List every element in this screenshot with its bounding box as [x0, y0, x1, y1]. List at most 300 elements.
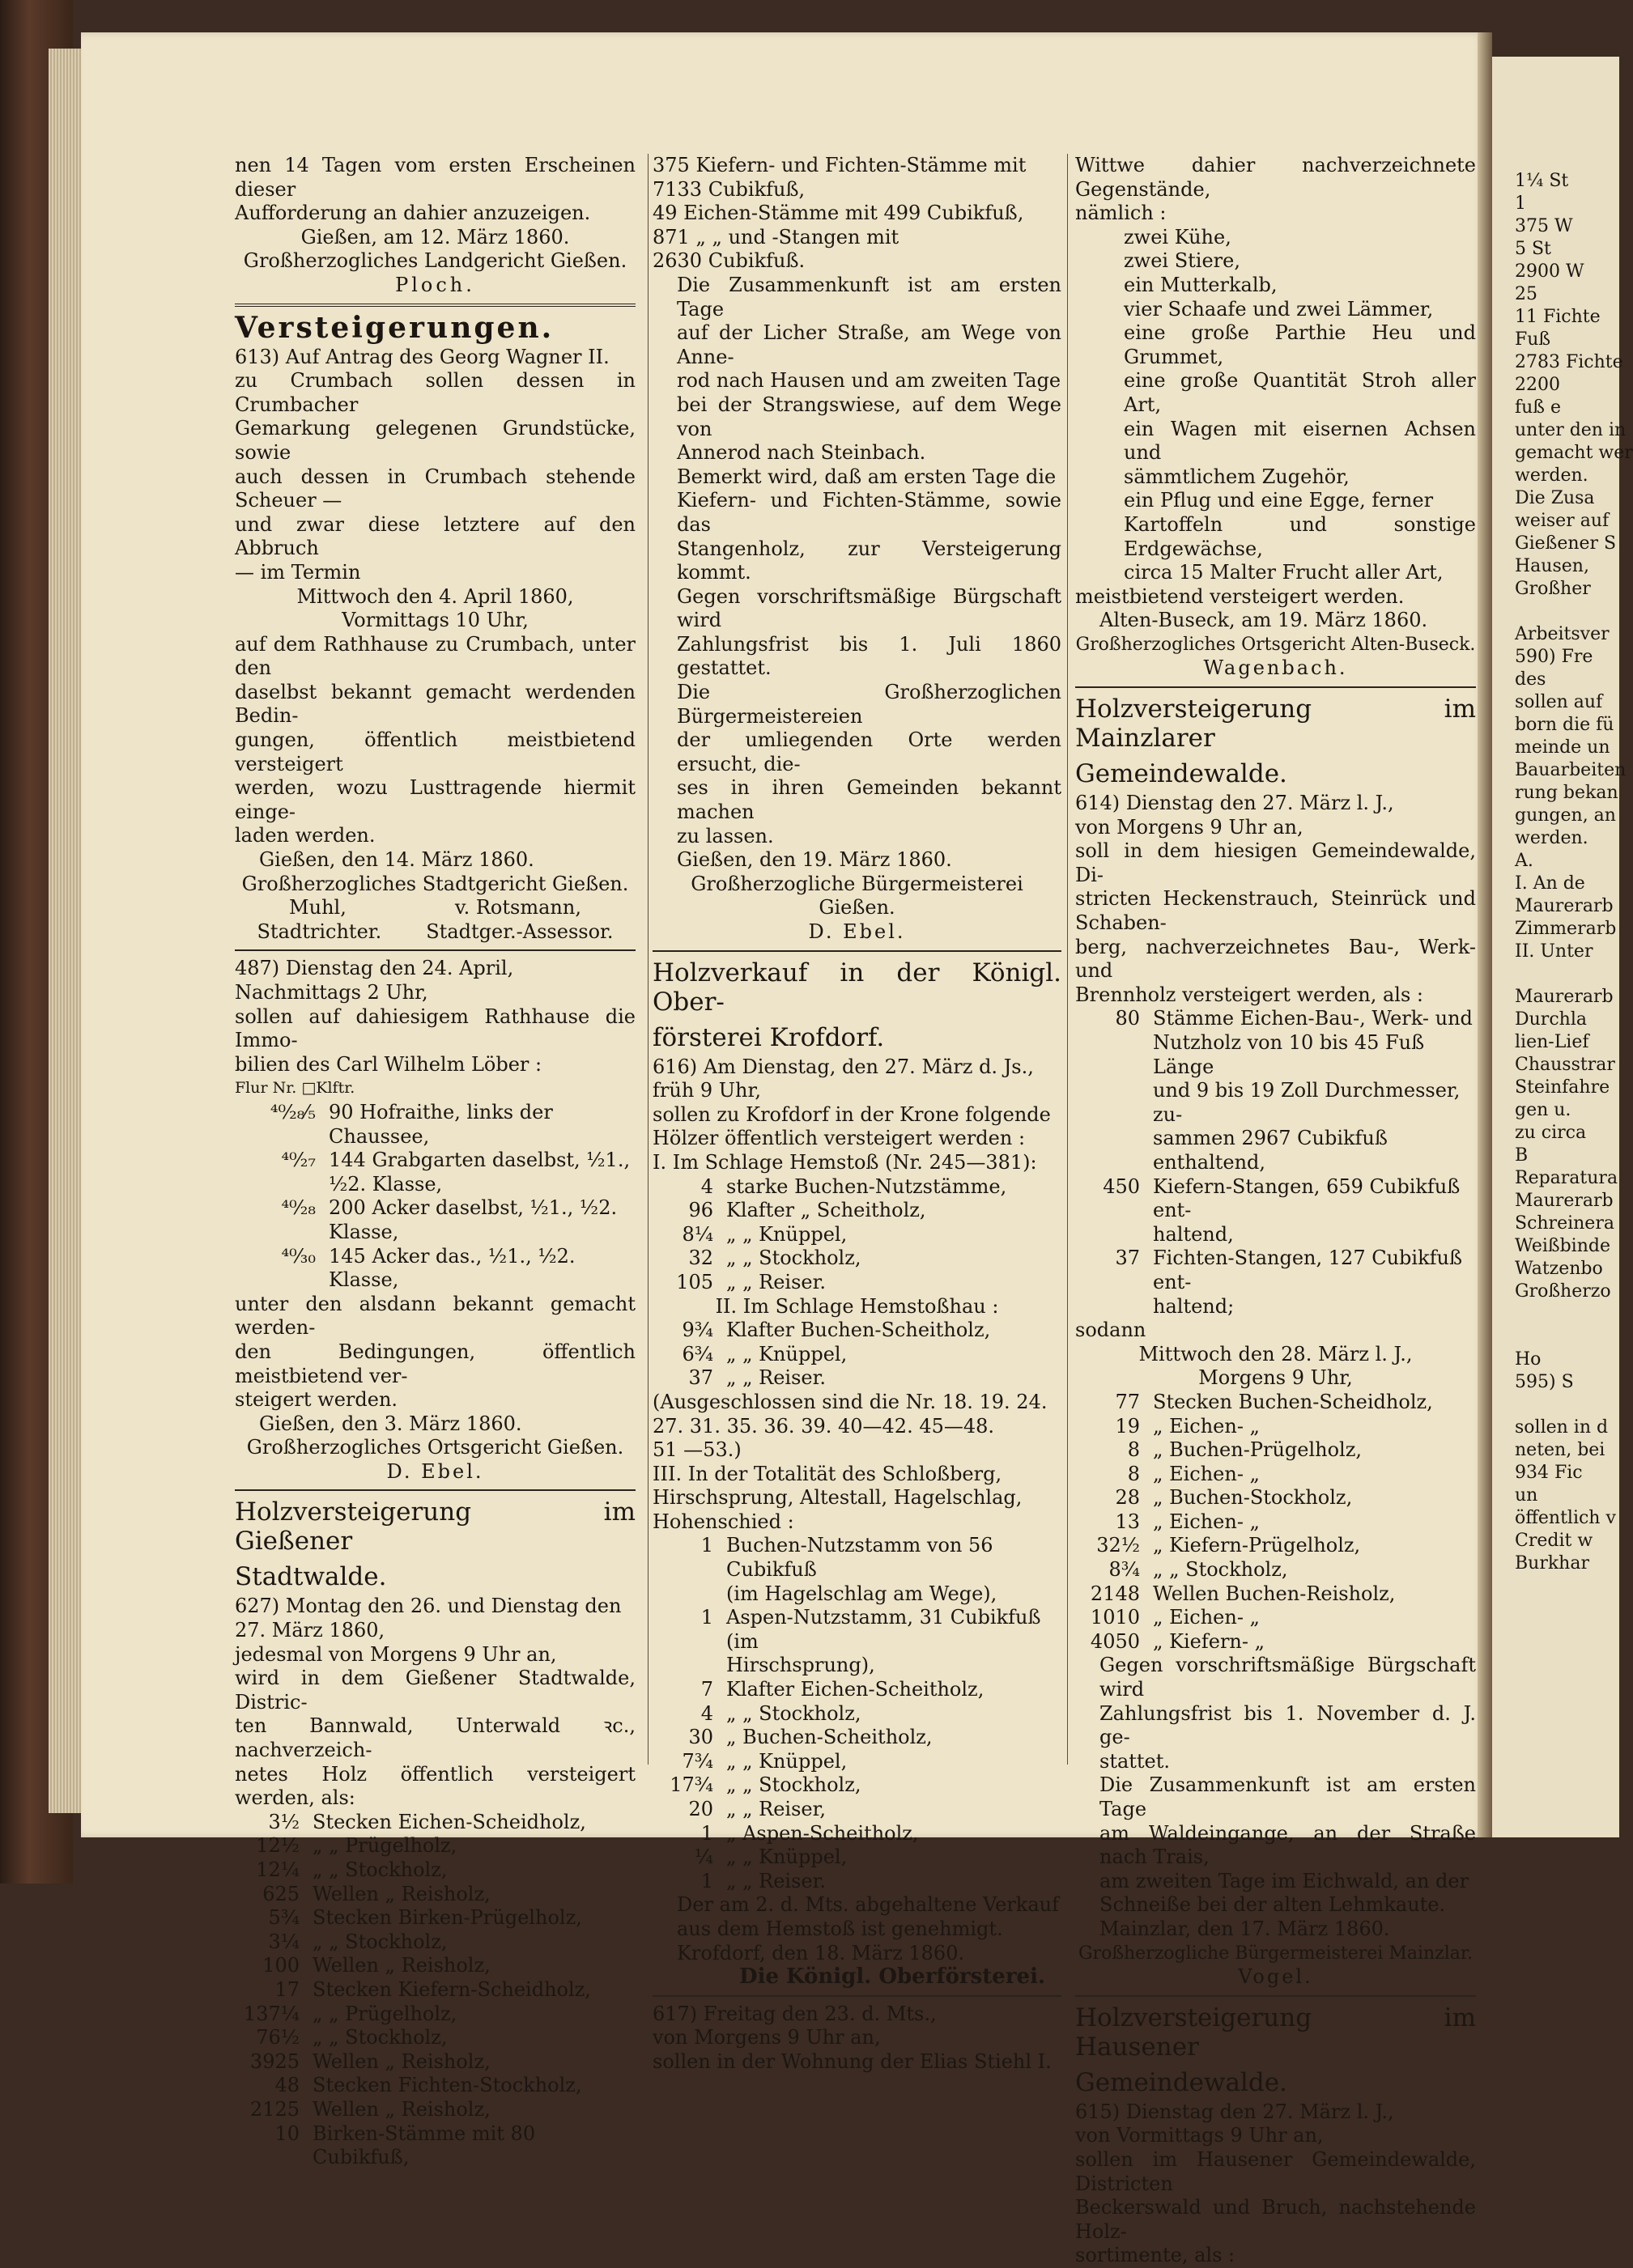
item-description: Kiefern-Stangen, 659 Cubikfuß ent- — [1153, 1174, 1461, 1222]
text-line: vier Schaafe und zwei Lämmer, — [1124, 297, 1434, 321]
list-item — [653, 1199, 1061, 1223]
item-quantity: 4050 — [1090, 1629, 1140, 1653]
list-item — [235, 1101, 636, 1149]
list-item — [653, 1175, 1061, 1200]
item-quantity: 48 — [274, 2074, 300, 2097]
item-quantity: ⁴⁰⁄₂₈⁄₅ — [270, 1100, 316, 1123]
item-description: Wellen „ Reisholz, — [313, 1954, 491, 1977]
item-quantity — [653, 1582, 726, 1607]
place-date: Krofdorf, den 18. März 1860. — [677, 1941, 965, 1964]
item-description: „ „ Stockholz, — [726, 1701, 861, 1725]
item-description: „ „ Reiser, — [726, 1798, 827, 1820]
item-quantity: 137¼ — [243, 2002, 300, 2025]
intro-date: Gießen, am 12. März 1860. — [300, 225, 570, 248]
next-page-fragment: Weißbinde — [1515, 1236, 1610, 1256]
text-line: steigert werden. — [235, 1388, 398, 1412]
next-page-fragment: rung bekan — [1515, 783, 1618, 803]
item-description: Wellen „ Reisholz, — [313, 2049, 491, 2073]
text-line: Mittwoch den 28. März l. J., — [1138, 1342, 1413, 1365]
text-line: nen 14 Tagen vom ersten Erscheinen dieser — [235, 154, 636, 201]
item-description: 90 Hofraithe, links der Chaussee, — [329, 1100, 553, 1148]
list-item — [653, 1750, 1061, 1774]
next-page-fragment: des — [1515, 669, 1546, 690]
section-heading: Holzversteigerung im Mainzlarer — [1075, 694, 1476, 754]
text-line: Kiefern- und Fichten-Stämme, sowie das — [677, 489, 1061, 536]
text-line: Kartoffeln und sonstige Erdgewächse, — [1124, 512, 1476, 560]
list-item — [1075, 1007, 1476, 1031]
text-line: Gegen vorschriftsmäßige Bürgschaft wird — [1099, 1654, 1476, 1701]
subsection: II. Im Schlage Hemstoßhau : — [715, 1294, 999, 1318]
text-line: soll in dem hiesigen Gemeindewalde, Di- — [1075, 839, 1476, 886]
list-item — [1075, 1223, 1476, 1247]
item-quantity: 7 — [700, 1678, 713, 1701]
text-line: auf dem Rathhause zu Crumbach, unter den — [235, 632, 636, 680]
list-item — [653, 1606, 1061, 1654]
item-description: Hirschsprung), — [726, 1654, 875, 1677]
text-line: rod nach Hausen und am zweiten Tage — [677, 369, 1061, 393]
table-header: Flur Nr. □Klftr. — [235, 1079, 355, 1098]
item-quantity: 76½ — [256, 2026, 300, 2049]
text-line: 616) Am Dienstag, den 27. März d. Js., — [653, 1055, 1034, 1078]
next-page-fragment: 590) Fre — [1515, 647, 1593, 667]
item-quantity: 12½ — [256, 1834, 300, 1858]
section-heading: Holzversteigerung im Hausener — [1075, 2003, 1476, 2062]
divider — [653, 1995, 1061, 1997]
item-description: Klafter „ Scheitholz, — [726, 1199, 926, 1222]
item-description: „ Buchen-Prügelholz, — [1153, 1438, 1362, 1462]
item-description: „ Kiefern- „ — [1153, 1629, 1265, 1653]
text-line: am zweiten Tage im Eichwald, an der — [1099, 1869, 1469, 1892]
text-line: berg, nachverzeichnetes Bau-, Werk- und — [1075, 935, 1476, 983]
item-description: „ Eichen- „ — [1153, 1462, 1260, 1485]
item-quantity: 1 — [700, 1606, 713, 1629]
item-description: „ „ Reiser. — [726, 1869, 827, 1892]
item-description: „ „ Reiser. — [726, 1366, 827, 1390]
item-quantity: 37 — [688, 1366, 713, 1390]
list-item — [653, 1678, 1061, 1702]
section-heading: Stadtwalde. — [235, 1562, 387, 1592]
next-page-fragment: gemacht wer — [1515, 443, 1633, 463]
item-description: Wellen „ Reisholz, — [313, 2097, 491, 2121]
list-item — [1075, 1463, 1476, 1487]
text-line: ein Wagen mit eisernen Achsen und — [1124, 417, 1476, 465]
list-item — [1075, 1079, 1476, 1127]
list-item — [653, 1798, 1061, 1822]
next-page-fragment: 5 St — [1515, 239, 1551, 259]
list-item — [235, 1149, 636, 1173]
text-line: von Vormittags 9 Uhr an, — [1075, 2124, 1324, 2147]
item-description: „ „ Reiser. — [726, 1270, 827, 1293]
item-quantity: 8¼ — [682, 1222, 713, 1246]
next-page-fragment — [1515, 601, 1619, 623]
item-quantity: 80 — [1115, 1007, 1140, 1030]
text-line: 613) Auf Antrag des Georg Wagner II. — [235, 345, 610, 368]
list-item — [235, 1906, 636, 1930]
item-quantity: 2125 — [249, 2097, 300, 2121]
text-line: zwei Stiere, — [1124, 249, 1240, 273]
next-page-fragment: fuß e — [1515, 397, 1562, 418]
text-line: ein Mutterkalb, — [1124, 273, 1278, 296]
item-quantity: 9¾ — [682, 1319, 713, 1342]
item-description: sammen 2967 Cubikfuß enthaltend, — [1153, 1127, 1388, 1174]
column-1 — [235, 154, 636, 2170]
section-heading: Holzverkauf in der Königl. Ober- — [653, 958, 1061, 1017]
signature-name: Wagenbach. — [1203, 656, 1348, 680]
text-line: Bemerkt wird, daß am ersten Tage die — [677, 465, 1057, 488]
section-heading: försterei Krofdorf. — [653, 1022, 885, 1052]
item-quantity: 37 — [1115, 1247, 1140, 1270]
column-rule — [648, 154, 649, 1765]
section-heading: Versteigerungen. — [235, 310, 555, 345]
item-quantity: 3925 — [249, 2049, 300, 2073]
next-page-fragment: Credit w — [1515, 1531, 1593, 1551]
item-quantity: 10 — [274, 2121, 300, 2145]
item-quantity: ¼ — [694, 1845, 713, 1869]
item-description: Klasse, — [329, 1220, 399, 1243]
item-description: Stecken Birken-Prügelholz, — [313, 1906, 582, 1930]
item-description: „ Buchen-Stockholz, — [1153, 1486, 1353, 1510]
next-page-edge — [1492, 57, 1633, 1837]
place-date: Mainzlar, den 17. März 1860. — [1099, 1917, 1390, 1940]
list-item — [1075, 1510, 1476, 1535]
item-quantity: 2148 — [1090, 1582, 1140, 1605]
text-line: (Ausgeschlossen sind die Nr. 18. 19. 24. — [653, 1390, 1048, 1413]
text-line: der umliegenden Orte werden ersucht, die- — [677, 728, 1061, 775]
text-line: und zwar diese letztere auf den Abbruch — [235, 512, 636, 560]
text-line: laden werden. — [235, 824, 376, 847]
item-description: 200 Acker daselbst, ½1., ½2. — [329, 1196, 618, 1220]
next-page-fragment: II. Unter — [1515, 941, 1593, 962]
item-quantity: 19 — [1115, 1414, 1140, 1438]
item-description: Klafter Buchen-Scheitholz, — [726, 1319, 991, 1342]
item-quantity: 450 — [1103, 1174, 1140, 1198]
next-page-fragment: gen u. — [1515, 1100, 1571, 1120]
court-name: Großherzogliches Ortsgericht Alten-Buseck. — [1075, 634, 1476, 655]
text-line: den Bedingungen, öffentlich meistbietend ver- — [235, 1340, 636, 1387]
signature-title: Stadtger.-Assessor. — [426, 920, 614, 943]
next-page-fragment: 2783 Fichte — [1515, 352, 1623, 372]
item-description: „ „ Stockholz, — [313, 1930, 448, 1953]
office-name: Großherzogliche Bürgermeisterei Mainzlar. — [1078, 1943, 1474, 1964]
divider — [235, 304, 636, 307]
text-line: circa 15 Malter Frucht aller Art, — [1124, 561, 1444, 584]
text-line: Vormittags 10 Uhr, — [342, 609, 529, 632]
item-quantity: 17 — [274, 1977, 300, 2001]
list-item — [235, 1954, 636, 1978]
text-line: ein Pflug und eine Egge, ferner — [1124, 489, 1434, 512]
text-line: von Morgens 9 Uhr an, — [653, 2026, 881, 2049]
text-line: 617) Freitag den 23. d. Mts., — [653, 2002, 937, 2025]
text-line: zwei Kühe, — [1124, 225, 1231, 248]
divider — [235, 1489, 636, 1491]
text-line: Die Zusammenkunft ist am ersten Tage — [1099, 1773, 1476, 1820]
text-line: sollen in der Wohnung der Elias Stiehl I. — [653, 2049, 1052, 2073]
item-description: „ „ Prügelholz, — [313, 1834, 457, 1858]
list-item — [235, 1173, 636, 1197]
divider — [235, 949, 636, 951]
text-line: Morgens 9 Uhr, — [1198, 1366, 1353, 1390]
list-item — [1075, 1582, 1476, 1607]
next-page-fragment: Schreinera — [1515, 1213, 1614, 1234]
list-item — [235, 1858, 636, 1883]
next-page-fragment: Maurerarb — [1515, 987, 1614, 1007]
column-3 — [1075, 154, 1476, 2268]
item-quantity: 1 — [700, 1869, 713, 1892]
signature-titles — [235, 920, 636, 945]
text-line: stattet. — [1099, 1749, 1171, 1773]
divider — [1075, 1995, 1476, 1997]
list-item — [235, 2098, 636, 2122]
text-line: Der am 2. d. Mts. abgehaltene Verkauf — [677, 1893, 1059, 1917]
item-quantity: 1010 — [1090, 1606, 1140, 1629]
next-page-fragment: Großherzo — [1515, 1281, 1611, 1302]
list-item — [235, 2003, 636, 2027]
text-line: I. Im Schlage Hemstoß (Nr. 245—381): — [653, 1150, 1037, 1174]
text-line: 2630 Cubikfuß. — [653, 249, 806, 273]
text-line: sämmtlichem Zugehör, — [1124, 465, 1350, 488]
item-quantity: 96 — [688, 1199, 713, 1222]
list-item — [1075, 1534, 1476, 1558]
list-item — [235, 2026, 636, 2050]
list-item — [653, 1343, 1061, 1367]
item-quantity: 4 — [700, 1701, 713, 1725]
item-description: Stämme Eichen-Bau-, Werk- und — [1153, 1007, 1473, 1030]
text-line: Hölzer öffentlich versteigert werden : — [653, 1127, 1026, 1150]
item-description: Wellen Buchen-Reisholz, — [1153, 1582, 1396, 1605]
text-line: sollen auf dahiesigem Rathhause die Immo- — [235, 1004, 636, 1052]
next-page-fragment: sollen auf — [1515, 692, 1603, 712]
text-line: III. In der Totalität des Schloßberg, — [653, 1462, 1002, 1485]
next-page-fragment: I. An de — [1515, 873, 1585, 894]
item-description: Nutzholz von 10 bis 45 Fuß Länge — [1153, 1031, 1425, 1078]
next-page-fragment: Maurerarb — [1515, 896, 1614, 916]
next-page-fragment: Watzenbo — [1515, 1259, 1603, 1279]
list-item — [235, 1930, 636, 1955]
next-page-fragment: öffentlich v — [1515, 1508, 1616, 1528]
item-description: „ „ Stockholz, — [1153, 1558, 1288, 1582]
section-heading: Gemeindewalde. — [1075, 759, 1287, 789]
item-quantity: 30 — [688, 1726, 713, 1749]
item-quantity — [235, 1221, 329, 1245]
item-description: ½2. Klasse, — [329, 1172, 443, 1196]
text-line: wird in dem Gießener Stadtwalde, Distric- — [235, 1667, 636, 1714]
item-quantity: ⁴⁰⁄₃₀ — [281, 1244, 316, 1268]
item-quantity: 625 — [262, 1882, 300, 1905]
item-description: Fichten-Stangen, 127 Cubikfuß ent- — [1153, 1247, 1462, 1293]
item-quantity: 3¼ — [268, 1930, 300, 1953]
next-page-fragment: zu circa — [1515, 1123, 1587, 1143]
text-line: Nachmittags 2 Uhr, — [235, 981, 428, 1004]
next-page-fragment: unter den in — [1515, 420, 1627, 440]
text-line: Gemarkung gelegenen Grundstücke, sowie — [235, 417, 636, 464]
list-item — [1075, 1630, 1476, 1654]
item-quantity: 5¾ — [268, 1906, 300, 1930]
next-page-fragment: werden. — [1515, 465, 1588, 486]
place-date: Alten-Buseck, am 19. März 1860. — [1099, 609, 1428, 632]
text-line: Zahlungsfrist bis 1. Juli 1860 gestattet. — [677, 632, 1061, 680]
place-date: Gießen, den 19. März 1860. — [677, 848, 952, 872]
text-line: Gegen vorschriftsmäßige Bürgschaft wird — [677, 584, 1061, 632]
list-item — [653, 1582, 1061, 1607]
item-quantity: 32 — [688, 1247, 713, 1270]
intro-signature: Ploch. — [395, 273, 475, 296]
text-line: Annerod nach Steinbach. — [677, 441, 926, 465]
list-item — [653, 1366, 1061, 1391]
list-item — [1075, 1438, 1476, 1463]
text-line: Die Zusammenkunft ist am ersten Tage — [677, 273, 1061, 321]
text-line: Aufforderung an dahier anzuzeigen. — [235, 202, 591, 225]
signature-name: v. Rotsmann, — [454, 896, 581, 920]
text-line: eine große Quantität Stroh aller Art, — [1124, 369, 1476, 416]
text-line: Beckerswald und Bruch, nachstehende Holz- — [1075, 2196, 1476, 2243]
item-quantity: 20 — [688, 1798, 713, 1820]
text-line: gungen, öffentlich meistbietend versteigert — [235, 728, 636, 775]
next-page-fragment: Zimmerarb — [1515, 919, 1617, 939]
list-item — [1075, 1486, 1476, 1510]
list-item — [1075, 1606, 1476, 1630]
list-item — [653, 1223, 1061, 1247]
place-date: Gießen, den 14. März 1860. — [259, 848, 534, 872]
text-line: früh 9 Uhr, — [653, 1079, 761, 1102]
next-page-fragment: Reparatura — [1515, 1168, 1618, 1188]
next-page-fragment: 934 Fic — [1515, 1463, 1583, 1483]
list-item — [1075, 1415, 1476, 1439]
text-line: 614) Dienstag den 27. März l. J., — [1075, 792, 1394, 815]
list-item — [653, 1319, 1061, 1343]
list-item — [653, 1247, 1061, 1271]
item-quantity: 8¾ — [1108, 1558, 1140, 1582]
text-line: Brennholz versteigert werden, als : — [1075, 983, 1423, 1006]
column-rule — [1067, 154, 1068, 1765]
next-page-fragment: 2200 — [1515, 375, 1560, 395]
item-quantity — [1075, 1295, 1153, 1319]
divider — [1075, 686, 1476, 688]
text-line: — im Termin — [235, 560, 361, 584]
text-line: Wittwe dahier nachverzeichnete Gegenstände, — [1075, 154, 1476, 201]
next-page-fragment: 11 Fichte — [1515, 307, 1601, 327]
next-page-fragment: Die Zusa — [1515, 488, 1595, 508]
item-description: „ Eichen- „ — [1153, 1414, 1260, 1438]
list-item — [653, 1271, 1061, 1295]
court-name: Großherzogliches Stadtgericht Gießen. — [241, 872, 629, 895]
signature-name: D. Ebel. — [808, 920, 906, 943]
item-quantity — [1075, 1223, 1153, 1247]
text-line: ses in ihren Gemeinden bekannt machen — [677, 776, 1061, 824]
text-line: daselbst bekannt gemacht werdenden Bedin- — [235, 680, 636, 728]
list-item — [653, 1726, 1061, 1750]
text-line: bei der Strangswiese, auf dem Wege von — [677, 393, 1061, 440]
next-page-fragment: weiser auf — [1515, 511, 1610, 531]
next-page-fragment: Hausen, — [1515, 556, 1589, 576]
list-item — [653, 1654, 1061, 1678]
item-quantity — [1075, 1079, 1153, 1127]
text-line: unter den alsdann bekannt gemacht werden- — [235, 1292, 636, 1340]
paragraph-line: sodann — [1075, 1319, 1146, 1342]
list-item — [235, 1196, 636, 1221]
text-line: am Waldeingange, an der Straße nach Trais, — [1099, 1821, 1476, 1869]
list-item — [235, 1834, 636, 1858]
item-quantity: 8 — [1127, 1462, 1140, 1485]
list-item — [1075, 1558, 1476, 1582]
list-item — [235, 1811, 636, 1835]
text-line: 27. März 1860, — [235, 1619, 385, 1642]
text-line: werden, wozu Lusttragende hiermit einge- — [235, 776, 636, 823]
text-line: sortimente, als : — [1075, 2244, 1235, 2267]
text-line: bilien des Carl Wilhelm Löber : — [235, 1052, 542, 1076]
next-page-fragment: 375 W — [1515, 216, 1573, 236]
text-line: Hirschsprung, Altestall, Hagelschlag, — [653, 1486, 1023, 1510]
text-line: ten Bannwald, Unterwald ꝛc., nachverzeich- — [235, 1714, 636, 1762]
next-page-fragment: Gießener S — [1515, 533, 1617, 554]
text-line: eine große Parthie Heu und Grummet, — [1124, 321, 1476, 368]
item-description: Stecken Eichen-Scheidholz, — [313, 1810, 586, 1833]
item-description: 144 Grabgarten daselbst, ½1., — [329, 1149, 631, 1172]
list-item — [1075, 1175, 1476, 1223]
item-quantity: 1 — [700, 1534, 713, 1557]
item-quantity: ⁴⁰⁄₂₈ — [281, 1196, 316, 1220]
item-description: (im Hagelschlag am Wege), — [726, 1582, 997, 1605]
item-quantity: ⁴⁰⁄₂₇ — [281, 1149, 316, 1172]
list-item — [1075, 1391, 1476, 1415]
next-page-fragment: B — [1515, 1145, 1529, 1166]
item-quantity: 28 — [1115, 1486, 1140, 1510]
item-description: „ „ Knüppel, — [726, 1845, 848, 1869]
signatures — [235, 896, 636, 920]
item-quantity: 6¾ — [682, 1342, 713, 1365]
item-description: haltend; — [1153, 1294, 1235, 1318]
item-description: Stecken Kiefern-Scheidholz, — [313, 1977, 591, 2001]
item-description: haltend, — [1153, 1222, 1234, 1246]
signature-name: Muhl, — [289, 896, 347, 920]
next-page-fragment: Burkhar — [1515, 1553, 1589, 1574]
list-item — [653, 1822, 1061, 1846]
divider — [653, 950, 1061, 952]
item-description: 145 Acker das., ½1., ½2. Klasse, — [329, 1244, 576, 1292]
item-quantity: 77 — [1115, 1390, 1140, 1413]
item-description: „ Eichen- „ — [1153, 1510, 1260, 1533]
intro-court: Großherzogliches Landgericht Gießen. — [243, 249, 627, 273]
text-line: 27. 31. 35. 36. 39. 40—42. 45—48. — [653, 1414, 995, 1438]
next-page-fragment — [1515, 1394, 1619, 1416]
item-description: „ Aspen-Scheitholz, — [726, 1821, 919, 1845]
text-line: 49 Eichen-Stämme mit 499 Cubikfuß, — [653, 202, 1024, 225]
text-line: auf der Licher Straße, am Wege von Anne- — [677, 321, 1061, 368]
signature-name: Vogel. — [1238, 1965, 1313, 1989]
item-description: „ „ Knüppel, — [726, 1222, 848, 1246]
list-item — [653, 1773, 1061, 1798]
text-line: zu Crumbach sollen dessen in Crumbacher — [235, 369, 636, 416]
text-line: 487) Dienstag den 24. April, — [235, 957, 514, 980]
item-quantity: 17¾ — [670, 1773, 713, 1797]
next-page-fragment: gungen, an — [1515, 805, 1616, 826]
list-item — [653, 1845, 1061, 1870]
list-item — [1075, 1295, 1476, 1319]
text-line: sollen zu Krofdorf in der Krone folgende — [653, 1102, 1051, 1126]
text-line: Stangenholz, zur Versteigerung kommt. — [677, 537, 1061, 584]
signature-name: D. Ebel. — [386, 1459, 484, 1483]
next-page-fragment: Chausstrar — [1515, 1055, 1615, 1075]
item-description: starke Buchen-Nutzstämme, — [726, 1174, 1007, 1198]
item-description: „ „ Stockholz, — [313, 1858, 448, 1881]
column-2 — [653, 154, 1061, 2075]
list-item — [1075, 1247, 1476, 1294]
text-line: 375 Kiefern- und Fichten-Stämme mit — [653, 154, 1027, 176]
section-heading: Holzversteigerung im Gießener — [235, 1497, 636, 1557]
next-page-fragment: lien-Lief — [1515, 1032, 1589, 1052]
item-quantity: 4 — [700, 1174, 713, 1198]
next-page-fragment: Bauarbeiten — [1515, 760, 1627, 780]
item-description: „ „ Knüppel, — [726, 1749, 848, 1773]
